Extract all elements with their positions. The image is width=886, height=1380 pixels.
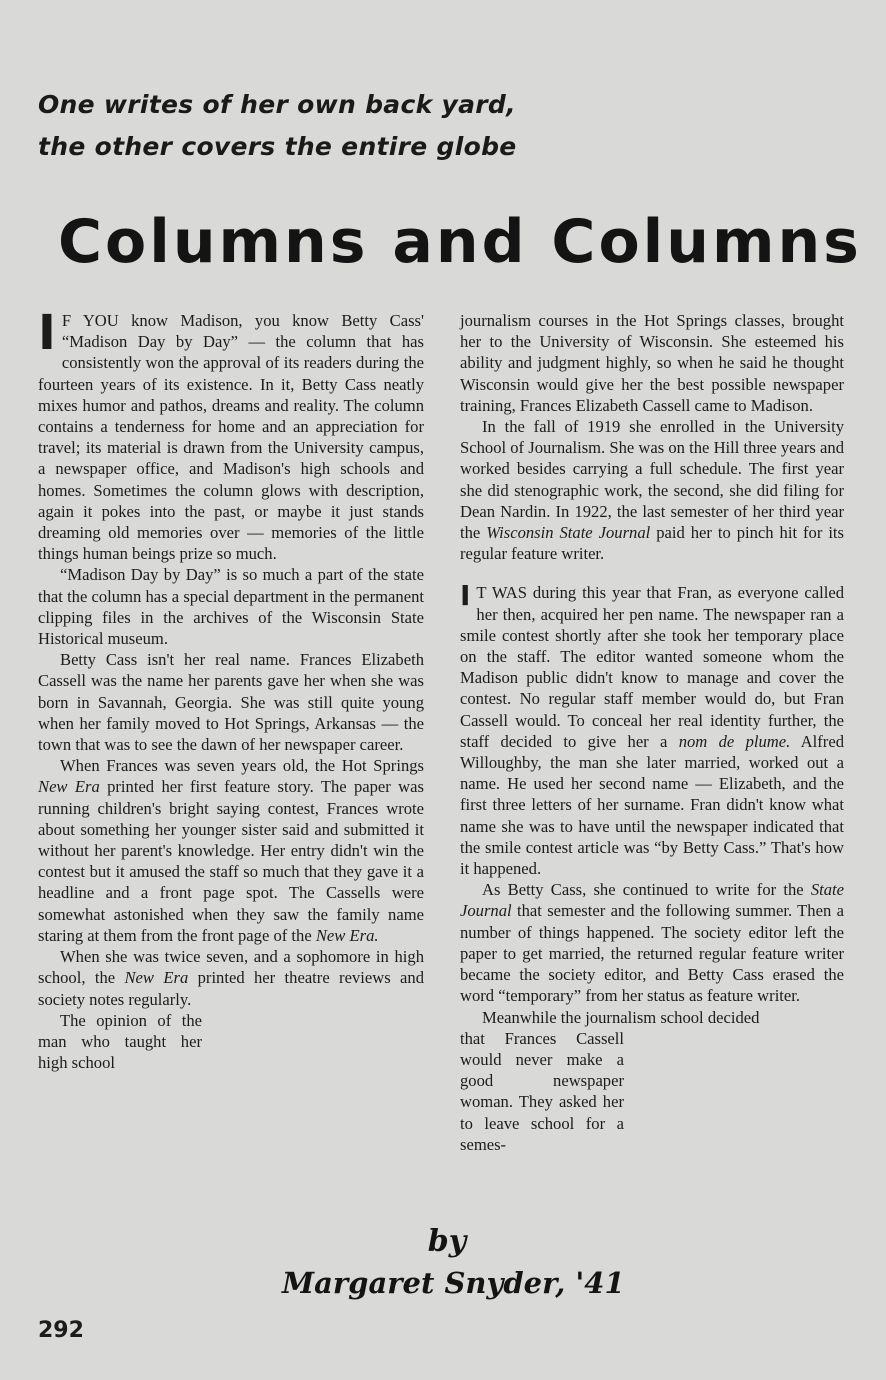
paragraph-intro bbox=[38, 305, 424, 564]
text-run: paid her to pinch hit for its regular feature writer. bbox=[460, 523, 844, 564]
drop-cap: I bbox=[38, 305, 56, 361]
byline-by: by bbox=[427, 1224, 467, 1259]
newspaper-name: New Era. bbox=[315, 925, 379, 945]
newspaper-name: Wisconsin State Journal bbox=[486, 523, 651, 543]
paragraph-enrollment bbox=[460, 416, 844, 564]
paragraph-sophomore bbox=[38, 946, 424, 1010]
paragraph-real-name: Betty Cass isn't her real name. Frances Elizabeth Cassell was the name her parents gave her when she was born in Savannah, Georgia. She was still quite young when her family moved to Hot Springs, Arkansas — the town that was to see the dawn of her newspaper career. bbox=[38, 650, 424, 755]
article-deck bbox=[38, 84, 738, 168]
author-name: Margaret Snyder, '41 bbox=[282, 1266, 625, 1300]
text-run: When she was twice seven, and a sophomore in high school, the bbox=[38, 947, 424, 988]
right-column bbox=[460, 310, 844, 1155]
paragraph-first-story bbox=[38, 755, 424, 946]
newspaper-name: State Journal bbox=[460, 880, 844, 921]
paragraph-state-journal bbox=[460, 879, 844, 1006]
text-run: In the fall of 1919 she enrolled in the University School of Journalism. She was on the Hill three years and worked besides carrying a full schedule. The first year she did stenographic work, the second, she did filing for Dean Nardin. In 1922, the last semester of her third year the bbox=[460, 417, 844, 543]
text-run: T WAS during this year that Fran, as everyone called her then, acquired her pen name. The newspaper ran a smile contest shortly after she took her temporary place on the staff. The editor wanted someone whom the Madison public didn't know to manage and cover the contest. No regular staff member would do, but Fran Cassell would. To conceal her real identity further, the staff decided to give her a bbox=[460, 583, 844, 751]
foreign-phrase: nom de plume. bbox=[678, 731, 791, 751]
paragraph-meanwhile: Meanwhile the journalism school decided bbox=[482, 1007, 760, 1027]
newspaper-name: New Era bbox=[38, 777, 100, 797]
text-run: that semester and the following summer. Then a number of things happened. The society editor left the paper to get married, the returned regular feature writer became the society editor, and Betty Cass erased the word “temporary” from her status as feature writer. bbox=[460, 901, 844, 1006]
paragraph-teacher: The opinion of the man who taught her high school bbox=[38, 1010, 202, 1073]
deck-line-2: the other covers the entire globe bbox=[38, 132, 517, 161]
text-run: printed her theatre reviews and society notes regularly. bbox=[38, 968, 424, 1009]
paragraph-meanwhile-cont: that Frances Cassell would never make a good newspaper woman. They asked her to leave school for a semes- bbox=[460, 1028, 624, 1154]
left-column bbox=[38, 305, 424, 1073]
page-number: 292 bbox=[38, 1318, 84, 1343]
drop-cap: I bbox=[460, 579, 471, 613]
text-run: Alfred Willoughby, the man she later married, worked out a name. He used her second name — Elizabeth, and the first three letters of her surname. Fran didn't know what name she was to have until the newspaper indicated that the smile contest article was “by Betty Cass.” That's how it happened. bbox=[460, 731, 844, 879]
text-run: As Betty Cass, she continued to write for the bbox=[482, 880, 811, 900]
article-title: Columns and Columns bbox=[58, 207, 862, 277]
paragraph-pen-name bbox=[460, 579, 844, 879]
paragraph-archives: “Madison Day by Day” is so much a part of the state that the column has a special department in the permanent clipping files in the archives of the Wisconsin State Historical museum. bbox=[38, 565, 424, 649]
section-gap bbox=[460, 564, 844, 582]
paragraph-continued: journalism courses in the Hot Springs classes, brought her to the University of Wisconsin. She esteemed his ability and judgment highly, so when he said he thought Wisconsin would give her the best possible newspaper training, Frances Elizabeth Cassell came to Madison. bbox=[460, 311, 844, 415]
text-run: printed her first feature story. The paper was running children's bright saying contest, Frances wrote about something her younger sister said and submitted it without her parent's knowledge. Her entry didn't win the contest but it amused the staff so much that they gave it a headline and a front page spot. The Cassells were somewhat astonished when they saw the family name staring at them from the front page of the bbox=[38, 777, 424, 945]
byline bbox=[282, 1224, 625, 1301]
paragraph-text: F YOU know Madison, you know Betty Cass' “Madison Day by Day” — the column that has consistently won the approval of its readers during the fourteen years of its existence. In it, Betty Cass neatly mixes humor and pathos, dreams and reality. The column contains a tenderness for home and an appreciation for travel; its material is drawn from the University campus, a newspaper office, and Madison's high schools and homes. Sometimes the column glows with description, again it pokes into the past, or maybe it just stands dreaming old memories over — memories of the little things human beings prize so much. bbox=[38, 311, 424, 564]
deck-line-1: One writes of her own back yard, bbox=[38, 90, 516, 119]
newspaper-name: New Era bbox=[124, 968, 189, 988]
text-run: When Frances was seven years old, the Hot Springs bbox=[60, 756, 424, 776]
